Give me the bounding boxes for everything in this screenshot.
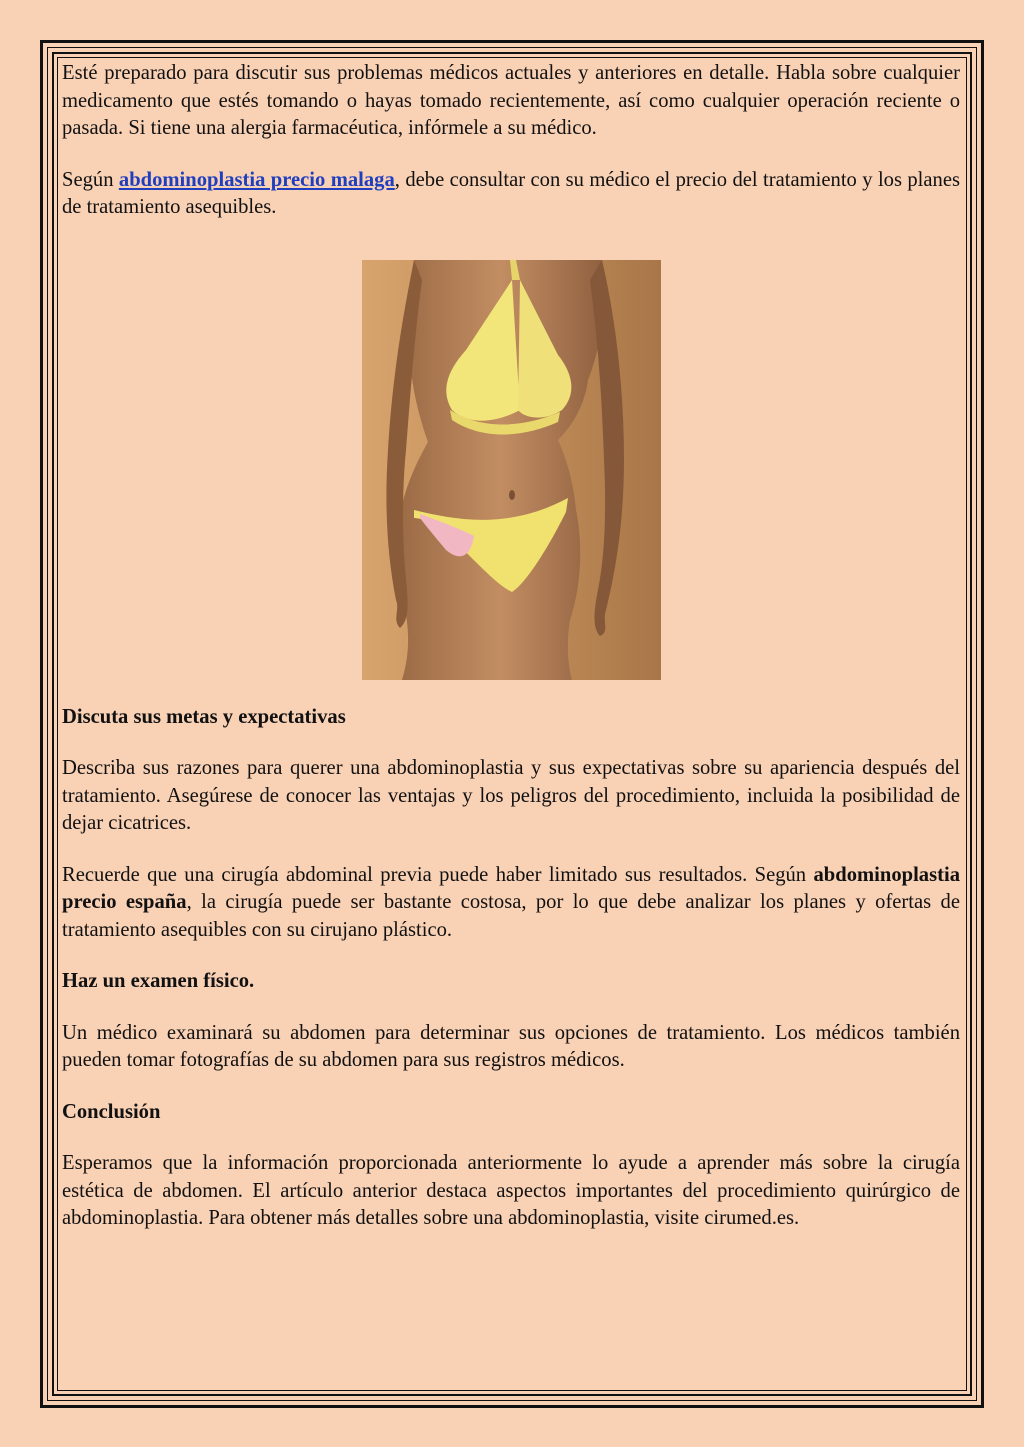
paragraph-medical-history: Esté preparado para discutir sus problemas médicos actuales y anteriores en detalle. Habla sobre cualquier medicamento que estés tomando o hayas tomado recientemente, así como cualquier operación reciente o pasada. Si tiene una alergia farmacéutica, infórmele a su médico. xyxy=(62,62,960,139)
photo-container xyxy=(62,246,960,680)
paragraph-previous-surgery-prefix: Recuerde que una cirugía abdominal previa puede haber limitado sus resultados. Según xyxy=(62,863,814,886)
abdominoplastia-precio-espana-keyword: abdominoplastia precio españa xyxy=(62,863,960,913)
paragraph-previous-surgery-suffix: , la cirugía puede ser bastante costosa, por lo que debe analizar los planes y ofertas de tratamiento asequibles con su cirujano plástico. xyxy=(62,891,960,941)
paragraph-reasons: Describa sus razones para querer una abdominoplastia y sus expectativas sobre su apariencia después del tratamiento. Asegúrese de conocer las ventajas y los peligros del procedimiento, incluida la posibilidad de dejar cicatrices. xyxy=(62,757,960,834)
paragraph-physical-exam: Un médico examinará su abdomen para determinar sus opciones de tratamiento. Los médicos también pueden tomar fotografías de su abdomen para sus registros médicos. xyxy=(62,1021,960,1071)
paragraph-price-prefix: Según xyxy=(62,168,119,191)
document-body xyxy=(62,60,960,1257)
abdominoplastia-precio-malaga-link[interactable]: abdominoplastia precio malaga xyxy=(118,168,395,191)
bikini-torso-photo xyxy=(362,260,661,680)
paragraph-price-consult xyxy=(62,167,960,222)
paragraph-conclusion: Esperamos que la información proporcionada anteriormente lo ayude a aprender más sobre la cirugía estética de abdomen. El artículo anterior destaca aspectos importantes del procedimiento quirúrgico de abdominoplastia. Para obtener más detalles sobre una abdominoplastia, visite cirumed.es. xyxy=(62,1152,960,1229)
heading-physical-exam: Haz un examen físico. xyxy=(62,970,255,992)
heading-goals-expectations: Discuta sus metas y expectativas xyxy=(62,705,346,728)
paragraph-price-suffix: , debe consultar con su médico el precio del tratamiento y los planes de tratamiento asequibles. xyxy=(62,168,960,218)
paragraph-previous-surgery xyxy=(62,862,960,945)
heading-conclusion: Conclusión xyxy=(62,1100,161,1123)
